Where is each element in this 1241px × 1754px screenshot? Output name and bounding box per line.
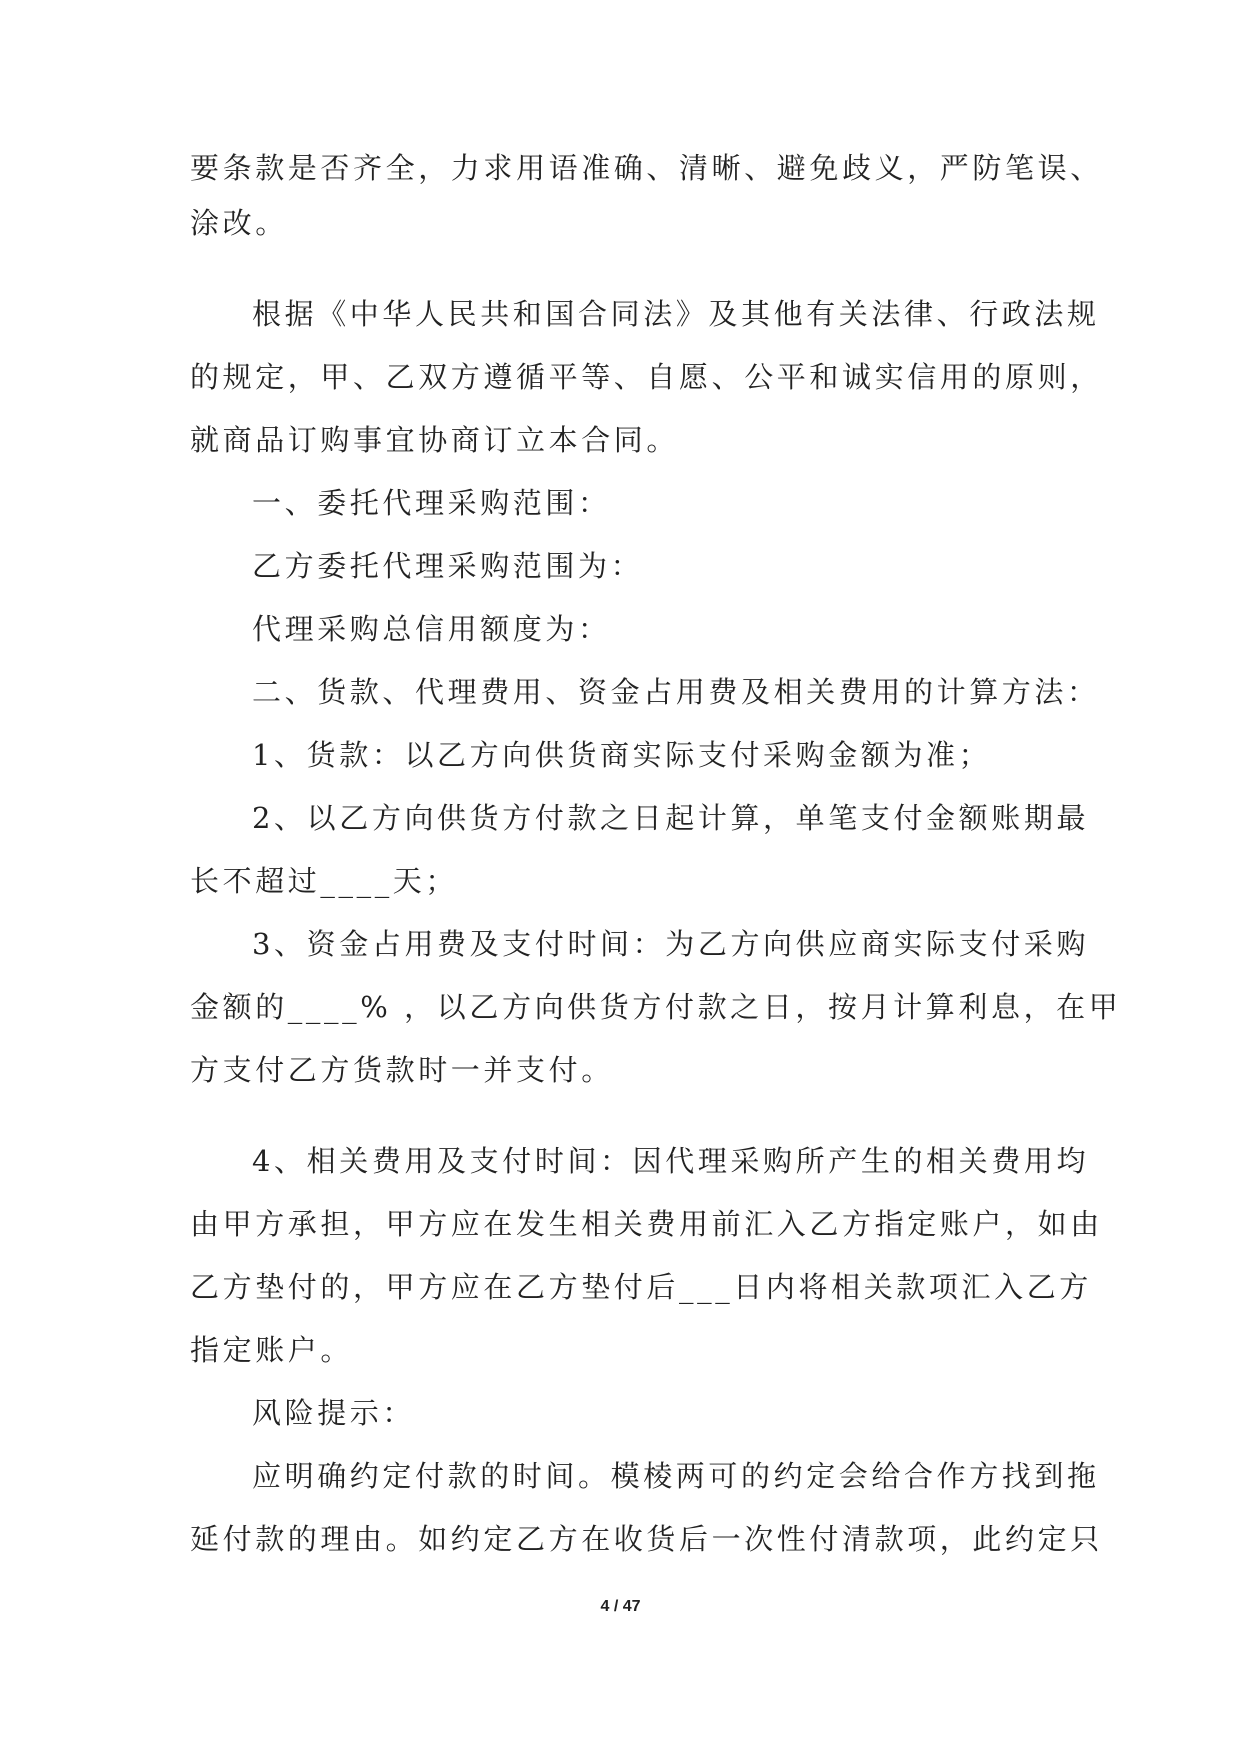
text-line: 方支付乙方货款时一并支付。	[190, 1053, 614, 1087]
text-line: 长不超过____天；	[190, 864, 459, 898]
text-line: 1、货款：以乙方向供货商实际支付采购金额为准；	[252, 738, 992, 772]
page-number: 4 / 47	[600, 1598, 641, 1615]
text-line: 应明确约定付款的时间。模棱两可的约定会给合作方找到拖	[252, 1459, 1100, 1493]
text-line: 乙方垫付的，甲方应在乙方垫付后___日内将相关款项汇入乙方	[190, 1270, 1092, 1304]
text-line: 由甲方承担，甲方应在发生相关费用前汇入乙方指定账户，如由	[190, 1207, 1103, 1241]
section-heading: 二、货款、代理费用、资金占用费及相关费用的计算方法：	[252, 675, 1100, 709]
section-heading: 风险提示：	[252, 1396, 416, 1430]
text-line: 就商品订购事宜协商订立本合同。	[190, 423, 680, 457]
text-line: 指定账户。	[190, 1333, 354, 1367]
text-line: 4、相关费用及支付时间：因代理采购所产生的相关费用均	[252, 1144, 1090, 1178]
text-line: 3、资金占用费及支付时间：为乙方向供应商实际支付采购	[252, 927, 1090, 961]
text-line: 的规定，甲、乙双方遵循平等、自愿、公平和诚实信用的原则，	[190, 360, 1103, 394]
text-line: 涂改。	[190, 206, 288, 240]
text-line: 金额的____% ，以乙方向供货方付款之日，按月计算利息，在甲	[190, 990, 1122, 1024]
text-line: 2、以乙方向供货方付款之日起计算，单笔支付金额账期最	[252, 801, 1090, 835]
text-line: 代理采购总信用额度为：	[252, 612, 611, 646]
section-heading: 一、委托代理采购范围：	[252, 486, 611, 520]
text-line: 延付款的理由。如约定乙方在收货后一次性付清款项，此约定只	[190, 1522, 1103, 1556]
text-line: 乙方委托代理采购范围为：	[252, 549, 644, 583]
text-line: 要条款是否齐全，力求用语准确、清晰、避免歧义，严防笔误、	[190, 151, 1103, 185]
text-line: 根据《中华人民共和国合同法》及其他有关法律、行政法规	[252, 297, 1100, 331]
